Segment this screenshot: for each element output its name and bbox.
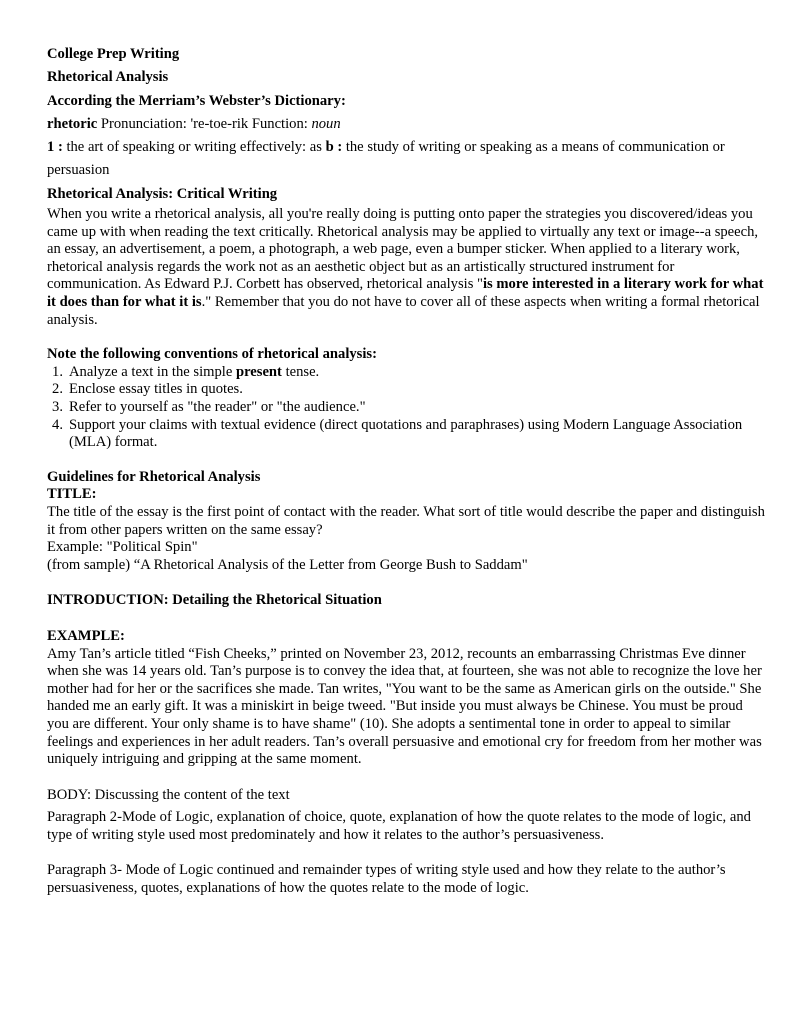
introduction-heading: INTRODUCTION: Detailing the Rhetorical Situation	[47, 592, 382, 609]
critical-writing-paragraph	[47, 206, 767, 329]
definition-part-of-speech: noun	[311, 115, 341, 132]
critical-writing-heading: Rhetorical Analysis: Critical Writing	[47, 185, 278, 202]
definition-term: rhetoric	[47, 115, 98, 132]
list-item-number: 2.	[52, 381, 63, 398]
body-paragraph-3: Paragraph 3- Mode of Logic continued and remainder types of writing style used and how they relate to the author’s persuasiveness, quotes, explanations of how the quotes relate to the mode of logic.	[47, 862, 726, 897]
corbett-quote: is more interested in a literary work for what it does than for what it is	[47, 276, 764, 311]
list-item	[47, 399, 767, 417]
list-item-text: Support your claims with textual evidence (direct quotations and paraphrases) using Modern Language Association (MLA) format.	[69, 416, 743, 451]
list-item-text: Analyze a text in the simple	[69, 363, 236, 380]
title-heading: TITLE:	[47, 486, 97, 503]
title-description: The title of the essay is the first point of contact with the reader. What sort of title would describe the paper and distinguish it from other papers written on the same essay?	[47, 503, 765, 538]
sense-1-text: the art of speaking or writing effectively: as	[62, 139, 326, 156]
list-item-number: 4.	[52, 416, 63, 433]
sense-b-label: b :	[325, 139, 343, 156]
title-sample-example: (from sample) “A Rhetorical Analysis of the Letter from George Bush to Saddam"	[47, 556, 528, 573]
definition-pronunciation: Pronunciation: 're-toe-rik Function:	[97, 115, 312, 132]
course-title: College Prep Writing	[47, 46, 180, 62]
list-item	[47, 417, 767, 452]
sense-1-number: 1 :	[47, 139, 63, 156]
guidelines-heading: Guidelines for Rhetorical Analysis	[47, 468, 261, 485]
dictionary-heading: According the Merriam’s Webster’s Dictionary:	[47, 92, 346, 109]
list-item-text: Refer to yourself as "the reader" or "the audience."	[69, 399, 366, 416]
document-title: Rhetorical Analysis	[47, 69, 169, 86]
body-heading: BODY: Discussing the content of the text	[47, 786, 290, 803]
conventions-list	[47, 364, 767, 452]
document-page	[47, 43, 767, 898]
example-heading: EXAMPLE:	[47, 627, 125, 644]
body-paragraph-2: Paragraph 2-Mode of Logic, explanation of choice, quote, explanation of how the quote relates to the mode of logic, and type of writing style used most predominately and how it relates to the author’s persuasiveness.	[47, 809, 751, 843]
example-paragraph: Amy Tan’s article titled “Fish Cheeks,” printed on November 23, 2012, recounts an embarrassing Christmas Eve dinner when she was 14 years old. Tan’s purpose is to convey the idea that, at fourteen, she was not able to recognize the love her mother had for her or the sacrifices she made. Tan writes, "You want to be the same as American girls on the outside." She handed me an early gift. It was a miniskirt in beige tweed. "But inside you must always be Chinese. You must be proud you are different. Your only shame is to have shame" (10). She adopts a sentimental tone in order to appeal to similar feelings and experiences in her adult readers. Tan’s overall persuasive and emotional cry for freedom from her mother was uniquely intriguing and gripping at the same moment.	[47, 645, 762, 768]
definition-term-line	[47, 113, 767, 136]
list-item-number: 3.	[52, 399, 63, 416]
definition-block	[47, 113, 767, 183]
sense-b-text: the study of writing or speaking as a means of communication or persuasion	[47, 139, 725, 179]
list-item-number: 1.	[52, 363, 63, 380]
list-item-text: Enclose essay titles in quotes.	[69, 381, 243, 398]
list-item	[47, 364, 767, 382]
critical-para-end: ." Remember that you do not have to cover all of these aspects when writing a formal rhetorical analysis.	[47, 294, 760, 328]
list-item-text-end: tense.	[281, 363, 320, 380]
list-item	[47, 381, 767, 399]
critical-para-start: When you write a rhetorical analysis, all you're really doing is putting onto paper the strategies you discovered/ideas you came up with when reading the text critically. Rhetorical analysis may be applied to virtually any text or image--a speech, an essay, an advertisement, a poem, a photograph, a web page, even a bumper sticker. When applied to a literary work, rhetorical analysis regards the work not as an aesthetic object but as an artistically structured instrument for communication. As Edward P.J. Corbett has observed, rhetorical analysis "	[47, 206, 759, 293]
list-item-emphasis: present	[235, 363, 282, 380]
example-section	[47, 628, 767, 769]
title-example: Example: "Political Spin"	[47, 539, 198, 556]
guidelines-section	[47, 469, 767, 575]
definition-senses	[47, 136, 767, 183]
conventions-heading: Note the following conventions of rhetorical analysis:	[47, 346, 377, 363]
document-header	[47, 43, 767, 113]
